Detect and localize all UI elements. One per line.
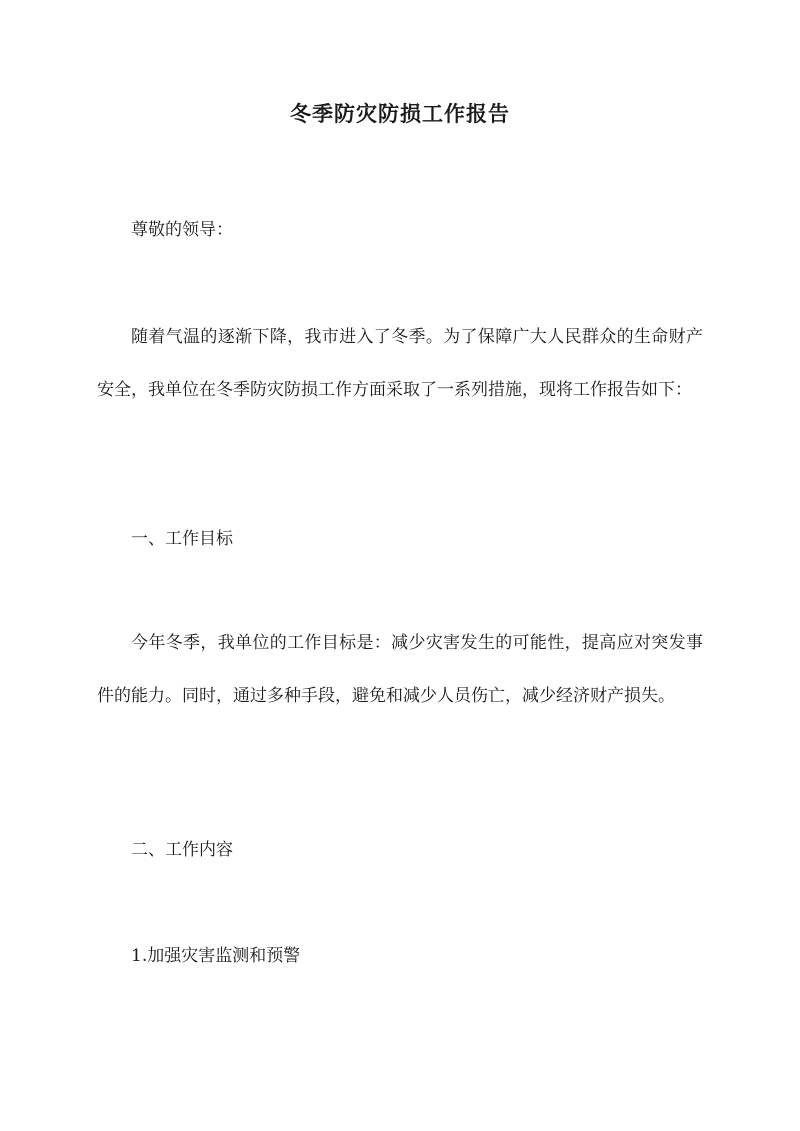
section-heading-goals: 一、工作目标	[131, 529, 233, 549]
subsection-heading-monitoring: 1.加强灾害监测和预警	[131, 946, 301, 966]
intro-paragraph: 随着气温的逐渐下降，我市进入了冬季。为了保障广大人民群众的生命财产安全，我单位在冬季防灾防损工作方面采取了一系列措施，现将工作报告如下：	[97, 327, 703, 400]
salutation: 尊敬的领导：	[131, 220, 233, 240]
document-title: 冬季防灾防损工作报告	[290, 101, 510, 126]
goals-paragraph: 今年冬季，我单位的工作目标是：减少灾害发生的可能性，提高应对突发事件的能力。同时，通过多种手段，避免和减少人员伤亡，减少经济财产损失。	[97, 633, 703, 706]
section-heading-content: 二、工作内容	[131, 840, 233, 860]
